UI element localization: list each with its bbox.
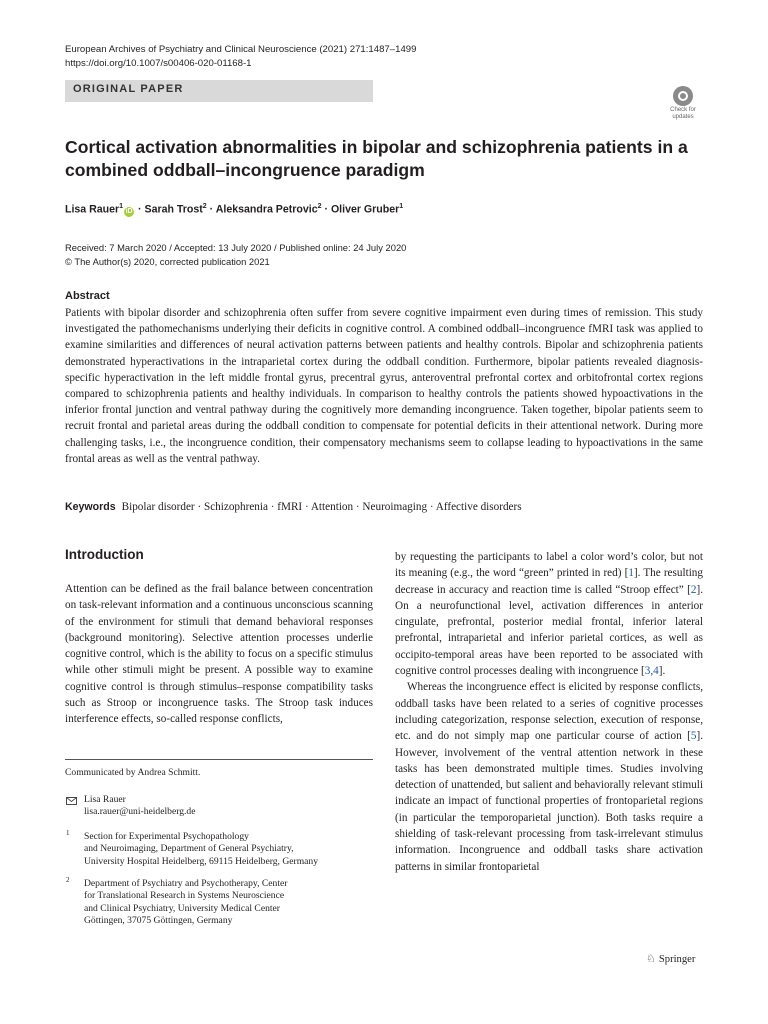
citation-link[interactable]: 5 (690, 730, 697, 743)
author-separator: · (206, 203, 216, 216)
doi-link[interactable]: https://doi.org/10.1007/s00406-020-01168-1 (65, 58, 252, 69)
publication-history (65, 241, 406, 269)
author-affiliation: 1 (119, 203, 124, 210)
section-label-bar (65, 80, 373, 102)
affiliation-1 (84, 831, 318, 868)
author-affiliation: 2 (317, 203, 322, 210)
text-run: by requesting the participants to label a color word’s color, but not its meaning (e.g., the word “green” printed in red) [ (395, 551, 703, 580)
intro-column-right (395, 549, 703, 875)
affiliation-line: University Hospital Heidelberg, 69115 Heidelberg, Germany (84, 855, 319, 867)
author-list (65, 203, 403, 217)
text-run: Whereas the incongruence effect is elicited by response conflicts, oddball tasks have been related to a series of cognitive processes including categorization, response selection, execution of response, etc. and do not simply map one particular course of action [ (395, 681, 703, 743)
affiliation-line: and Clinical Psychiatry, University Medical Center (84, 902, 281, 914)
keywords-label: Keywords (65, 501, 116, 513)
badge-line1: Check for (670, 107, 696, 113)
contact-email[interactable]: lisa.rauer@uni-heidelberg.de (84, 806, 196, 818)
author-name[interactable]: Aleksandra Petrovic (215, 203, 318, 216)
author-affiliation: 1 (399, 203, 404, 210)
author-name[interactable]: Lisa Rauer (65, 203, 120, 216)
affiliation-number: 1 (66, 829, 70, 837)
corresponding-author (84, 794, 195, 819)
publisher-name: Springer (658, 954, 696, 965)
abstract-text: Patients with bipolar disorder and schizophrenia often suffer from severe cognitive impairment even during times of remission. This study investigated the pathomechanisms underlying their deficits in cognitive control. A combined oddball–incongruence fMRI task was applied to examine similarities and differences of neural activation patterns between patients and healthy controls. Bipolar and schizophrenia patients demonstrated hyperactivations in the intraparietal cortex during the oddball condition. Furthermore, bipolar patients revealed diagnosis-specific hyperactivation in the left middle frontal gyrus, precentral gyrus, anteroventral prefrontal cortex and orbitofrontal cortex regions compared to schizophrenia patients and healthy individuals. In comparison to healthy controls the patients showed hypoactivations in the inferior frontal junction and ventral pathway during the cognitively more demanding incongruence. Taken together, bipolar patients seem to recruit frontal and parietal areas during the oddball condition to compensate for potential deficits in their attentional network. During more challenging tasks, i.e., the incongruence condition, their compensatory mechanisms seem to collapse leading to hypoactivations in the same frontal areas as well as the ventral pathway. (65, 307, 703, 465)
envelope-icon (66, 797, 77, 808)
affiliation-line: and Neuroimaging, Department of General Psychiatry, (84, 843, 294, 855)
text-run: ]. The resulting decrease in accuracy and reaction time is called “Stroop effect” [ (395, 567, 703, 596)
affiliation-line: for Translational Research in Systems Neuroscience (84, 890, 285, 902)
affiliation-2 (84, 878, 287, 928)
author-affiliation: 2 (202, 203, 207, 210)
check-updates-icon (673, 86, 693, 106)
check-for-updates-badge[interactable] (663, 86, 703, 124)
keywords-line (65, 501, 522, 513)
intro-column-left: Attention can be defined as the frail balance between concentration on task-relevant information and a continuous unconscious scanning of the environment for stimuli that demand behavioral responses (background monitoring). Selective attention processes underlie cognitive control, which is the ability to focus on a specific stimulus while other stimuli might be present. A possible way to examine cognitive control is through stimulus–response compatibility tasks such as Stroop or incongruence tasks. The Stroop task induces interference effects, so-called response conflicts, (65, 583, 373, 726)
affiliation-line: Göttingen, 37075 Göttingen, Germany (84, 915, 233, 927)
author-name[interactable]: Sarah Trost (144, 203, 203, 216)
text-run: ]. However, involvement of the ventral attention network in these tasks has been demonstrated multiple times. Studies involving detection of unattended, but salient and behaviorally relevant stimuli indicate an impact of functional properties of frontoparietal regions (in particular the temporoparietal junction). Both tasks require a shielding of task-relevant processing from task-irrelevant stimulus information. Incongruence and oddball tasks share activation patterns in similar frontoparietal (395, 730, 703, 873)
author-name[interactable]: Oliver Gruber (330, 203, 400, 216)
communicated-by: Communicated by Andrea Schmitt. (65, 767, 201, 778)
affiliation-number: 2 (66, 876, 70, 884)
section-label: ORIGINAL PAPER (73, 83, 184, 95)
footnote-divider (65, 759, 373, 760)
intro-paragraph (395, 549, 703, 679)
text-run: ]. (658, 665, 666, 678)
citation-link[interactable]: 2 (690, 583, 697, 596)
intro-paragraph (395, 679, 703, 875)
badge-line2: updates (672, 114, 694, 120)
citation-link[interactable]: 1 (628, 567, 634, 580)
author-separator: · (135, 203, 145, 216)
citation-link[interactable]: 3,4 (644, 665, 659, 678)
journal-citation (65, 43, 416, 71)
affiliation-line: Section for Experimental Psychopathology (84, 831, 249, 842)
orcid-icon[interactable]: iD (125, 207, 133, 215)
abstract-heading: Abstract (65, 290, 110, 302)
springer-logo-icon: ♘ (646, 953, 656, 965)
author-separator: · (321, 203, 331, 216)
affiliation-line: Department of Psychiatry and Psychotherapy, Center (84, 878, 288, 889)
keywords-list: Bipolar disorder · Schizophrenia · fMRI · Attention · Neuroimaging · Affective disorders (121, 501, 522, 513)
text-run: ]. On a neurofunctional level, activation differences in anterior cingulate, prefrontal, posterior medial frontal, inferior lateral prefrontal, intraparietal and inferior parietal cortices, as well as occipito-temporal areas have been reported to be associated with cognitive control processes dealing with incongruence [ (395, 583, 703, 678)
publisher-footer (646, 952, 695, 965)
introduction-heading: Introduction (65, 547, 144, 562)
copyright-line: © The Author(s) 2020, corrected publication 2021 (65, 256, 270, 267)
journal-line: European Archives of Psychiatry and Clinical Neuroscience (2021) 271:1487–1499 (65, 44, 417, 55)
article-title: Cortical activation abnormalities in bipolar and schizophrenia patients in a combined oddball–incongruence paradigm (65, 137, 688, 180)
dates-line: Received: 7 March 2020 / Accepted: 13 July 2020 / Published online: 24 July 2020 (65, 242, 407, 253)
contact-name: Lisa Rauer (84, 794, 126, 805)
